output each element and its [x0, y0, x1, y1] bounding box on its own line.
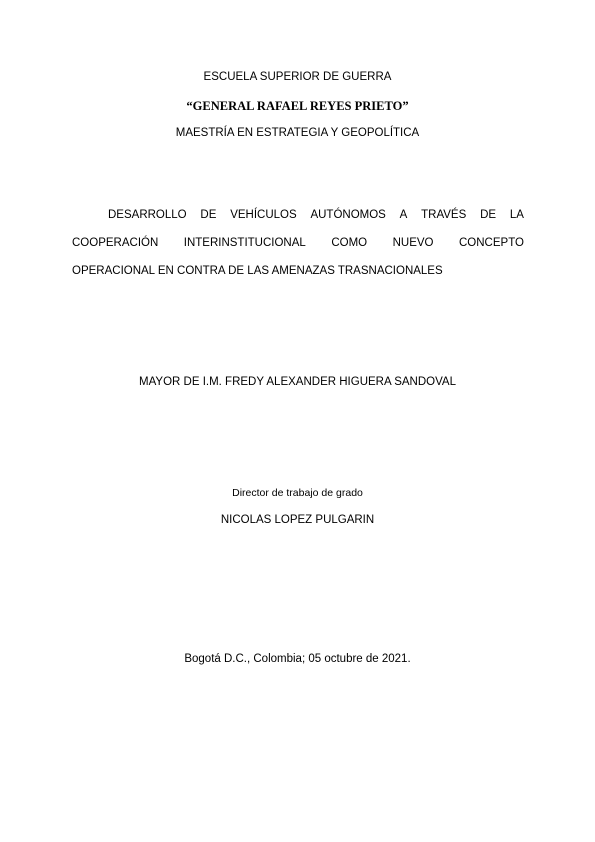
title-line-1 [108, 209, 524, 221]
title-word: AUTÓNOMOS [310, 209, 386, 221]
director-name: NICOLAS LOPEZ PULGARIN [220, 514, 375, 526]
place-date: Bogotá D.C., Colombia; 05 octubre de 2021. [184, 653, 411, 665]
director-label: Director de trabajo de grado [232, 487, 363, 499]
title-word: CONCEPTO [459, 237, 524, 249]
title-word: VEHÍCULOS [230, 209, 297, 221]
title-word: COMO [331, 237, 368, 249]
author-name: MAYOR DE I.M. FREDY ALEXANDER HIGUERA SANDOVAL [139, 376, 456, 388]
title-word: A [399, 209, 408, 221]
title-word: COOPERACIÓN [72, 237, 159, 249]
school-name: “GENERAL RAFAEL REYES PRIETO” [186, 99, 409, 113]
title-word: LA [509, 209, 524, 221]
program-name: MAESTRÍA EN ESTRATEGIA Y GEOPOLÍTICA [175, 127, 420, 139]
title-word: DESARROLLO [108, 209, 187, 221]
title-word: TRAVÉS [421, 209, 467, 221]
title-word: NUEVO [392, 237, 434, 249]
title-line-3-text: OPERACIONAL EN CONTRA DE LAS AMENAZAS TRASNACIONALES [72, 265, 443, 277]
title-word: INTERINSTITUCIONAL [183, 237, 306, 249]
title-word: DE [200, 209, 217, 221]
title-word: DE [480, 209, 497, 221]
title-line-3 [72, 265, 524, 277]
title-line-2 [72, 237, 524, 249]
school-heading: ESCUELA SUPERIOR DE GUERRA [203, 71, 392, 83]
